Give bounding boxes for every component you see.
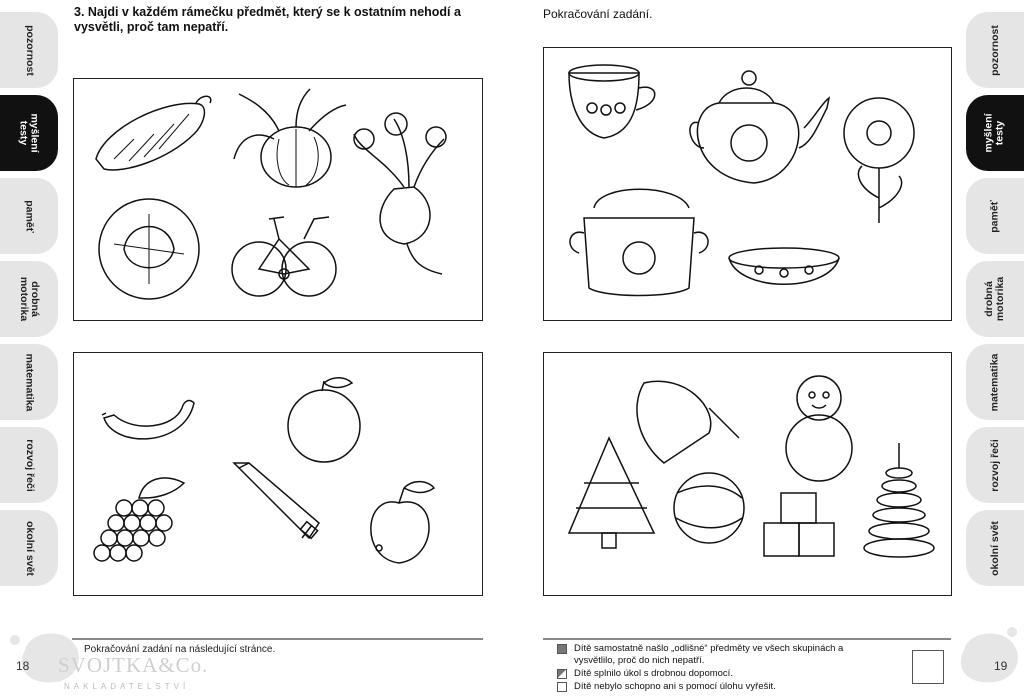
page-number-left: 18 <box>16 659 30 673</box>
grapes-icon[interactable] <box>94 478 184 561</box>
tab-label: okolní svět <box>988 520 1001 576</box>
banana-icon[interactable] <box>102 401 194 439</box>
flower-icon[interactable] <box>844 98 914 223</box>
paint-splash-decoration <box>944 620 1024 690</box>
christmas-tree-icon[interactable] <box>569 438 654 548</box>
picture-frame-fruits <box>73 352 483 596</box>
tab-drobna-motorika[interactable] <box>0 261 58 337</box>
continuation-title: Pokračování zadání. <box>543 7 653 21</box>
tab-okolni-svet[interactable] <box>966 510 1024 586</box>
tab-rozvoj-reci[interactable] <box>966 427 1024 503</box>
footer-divider <box>543 638 951 640</box>
evaluation-legend <box>557 643 887 694</box>
tab-matematika[interactable] <box>966 344 1024 420</box>
tab-label: drobná motorika <box>983 276 1006 322</box>
right-section-tabs <box>964 0 1024 610</box>
tab-label: matematika <box>988 353 1001 411</box>
tab-label: pozornost <box>988 24 1001 76</box>
page-number-right: 19 <box>994 659 1008 673</box>
tab-rozvoj-reci[interactable] <box>0 427 58 503</box>
checkbox-half[interactable] <box>557 669 567 679</box>
tab-okolni-svet[interactable] <box>0 510 58 586</box>
legend-row-half: Dítě splnilo úkol s drobnou dopomocí. <box>557 668 887 680</box>
cabbage-icon[interactable] <box>99 199 199 299</box>
tab-mysleni-testy[interactable] <box>966 95 1024 171</box>
tab-pamet[interactable] <box>966 178 1024 254</box>
tab-drobna-motorika[interactable] <box>966 261 1024 337</box>
blocks-icon[interactable] <box>764 493 834 556</box>
ball-icon[interactable] <box>674 473 744 543</box>
tab-label: pozornost <box>23 24 36 76</box>
apple-icon[interactable] <box>371 482 434 563</box>
tab-label: drobná motorika <box>18 276 41 322</box>
checkbox-full[interactable] <box>557 644 567 654</box>
tab-pamet[interactable] <box>0 178 58 254</box>
tab-pozornost[interactable] <box>966 12 1024 88</box>
tab-label: myšlení testy <box>982 113 1006 153</box>
continuation-note: Pokračování zadání na následující stránce. <box>84 644 276 655</box>
publisher-logo: SVOJTKA&Co. <box>58 653 209 677</box>
left-section-tabs <box>0 0 60 610</box>
cup-icon[interactable] <box>569 65 655 138</box>
picture-frame-kitchenware <box>543 47 952 321</box>
orange-icon[interactable] <box>288 378 360 462</box>
score-box[interactable] <box>912 650 944 684</box>
bicycle-icon[interactable] <box>232 217 336 296</box>
tab-label: myšlení testy <box>17 113 41 153</box>
tab-label: paměť <box>988 199 1001 233</box>
radish-icon[interactable] <box>354 113 446 274</box>
legend-row-empty: Dítě nebylo schopno ani s pomocí úlohu vyřešit. <box>557 681 887 693</box>
onion-icon[interactable] <box>234 89 346 187</box>
teapot-icon[interactable] <box>690 71 829 183</box>
roly-poly-doll-icon[interactable] <box>786 376 852 481</box>
picture-frame-toys <box>543 352 952 596</box>
tab-label: matematika <box>23 353 36 411</box>
picture-frame-vegetables <box>73 78 483 321</box>
stacking-pyramid-icon[interactable] <box>864 443 934 557</box>
task-title: 3. Najdi v každém rámečku předmět, který se k ostatním nehodí a vysvětli, proč tam nepatří. <box>74 5 461 34</box>
spinning-top-icon[interactable] <box>637 381 739 463</box>
tab-pozornost[interactable] <box>0 12 58 88</box>
publisher-subtitle: NAKLADATELSTVÍ <box>64 682 190 691</box>
tab-matematika[interactable] <box>0 344 58 420</box>
tab-label: rozvoj řeči <box>23 438 36 492</box>
tab-label: okolní svět <box>23 520 36 576</box>
tab-mysleni-testy[interactable] <box>0 95 58 171</box>
pot-icon[interactable] <box>570 189 708 295</box>
checkbox-empty[interactable] <box>557 682 567 692</box>
footer-divider <box>72 638 483 640</box>
legend-row-full: Dítě samostatně našlo „odlišné“ předměty ve všech skupinách a vysvětlilo, proč do nich nepatří. <box>557 643 887 667</box>
cucumber-icon[interactable] <box>96 96 211 170</box>
tab-label: paměť <box>23 199 36 233</box>
tab-label: rozvoj řeči <box>988 438 1001 492</box>
pencil-icon[interactable] <box>234 463 319 538</box>
bowl-icon[interactable] <box>729 248 839 284</box>
